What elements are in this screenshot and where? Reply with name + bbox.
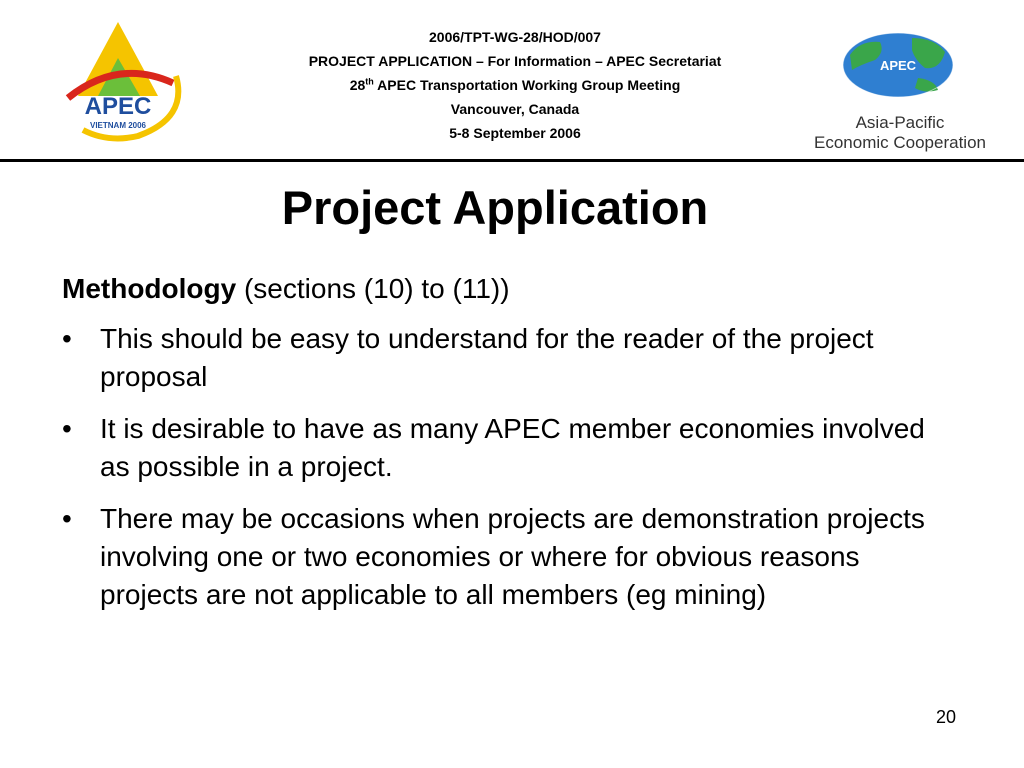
methodology-heading — [62, 270, 962, 308]
bullet-text: This should be easy to understand for the reader of the project proposal — [100, 323, 874, 392]
meeting-location: Vancouver, Canada — [450, 101, 580, 117]
meeting-title: APEC Transportation Working Group Meeting — [373, 77, 681, 93]
document-reference: 2006/TPT-WG-28/HOD/007 — [429, 29, 601, 45]
document-subject: PROJECT APPLICATION – For Information – APEC Secretariat — [308, 53, 722, 69]
bullet-item — [62, 320, 962, 396]
logo-vietnam-text: VIETNAM 2006 — [89, 121, 147, 130]
methodology-sections: (sections (10) to (11)) — [236, 273, 510, 304]
logo-caption-line2: Economic Cooperation — [814, 133, 986, 152]
header-divider — [0, 159, 1024, 162]
slide-title: Project Application — [281, 181, 709, 234]
header-info — [240, 25, 790, 145]
methodology-label: Methodology — [62, 273, 237, 304]
logo-caption-line1: Asia-Pacific — [855, 113, 945, 132]
bullet-marker: • — [62, 323, 72, 354]
apec-vietnam-logo-graphic — [48, 18, 188, 143]
bullet-item — [62, 410, 962, 486]
meeting-number: 28 — [349, 77, 366, 93]
bullet-item — [62, 500, 962, 614]
apec-vietnam-2006-logo — [48, 18, 188, 143]
bullet-list — [62, 320, 962, 614]
globe-apec-text: APEC — [879, 58, 917, 73]
meeting-name — [240, 73, 790, 97]
slide-content — [62, 270, 962, 628]
logo-apec-text: APEC — [84, 93, 152, 120]
meeting-dates: 5-8 September 2006 — [449, 125, 581, 141]
meeting-ordinal-suffix: th — [365, 76, 374, 87]
bullet-text: There may be occasions when projects are demonstration projects involving one or two economies or where for obvious reasons projects are not applicable to all members (eg mining) — [100, 503, 925, 610]
apec-globe-logo — [800, 30, 1000, 155]
apec-globe-graphic — [800, 30, 1000, 155]
page-number: 20 — [936, 707, 957, 727]
bullet-marker: • — [62, 503, 72, 534]
bullet-marker: • — [62, 413, 72, 444]
bullet-text: It is desirable to have as many APEC member economies involved as possible in a project. — [100, 413, 925, 482]
